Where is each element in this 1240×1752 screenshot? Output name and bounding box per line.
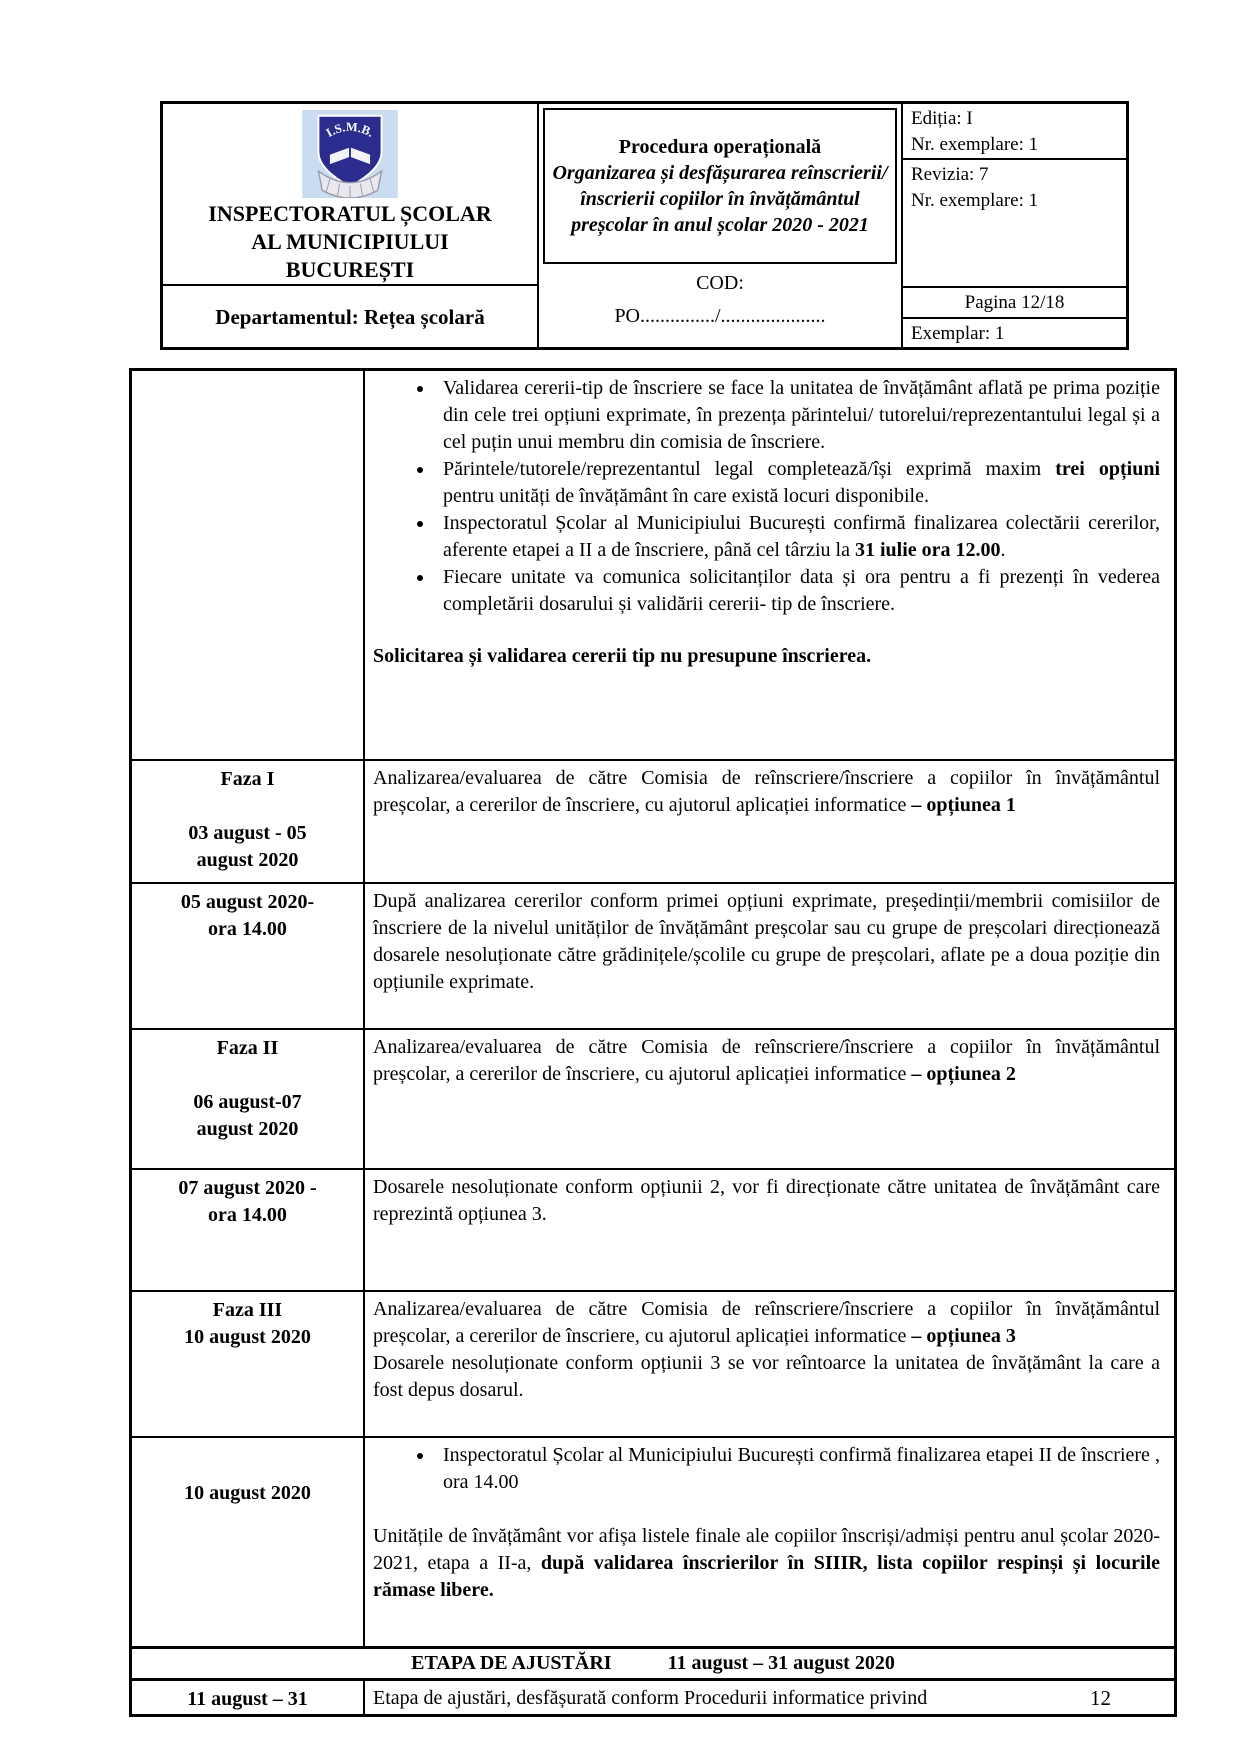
- cod-value: PO.............../.....................: [614, 305, 826, 327]
- row-date-cell: [132, 1170, 365, 1290]
- row-date-cell: [132, 1292, 365, 1436]
- procedure-title-box: [543, 108, 897, 264]
- meta-pagina-cell: Pagina 12/18: [903, 288, 1126, 319]
- bullet-item: • Fiecare unitate va comunica solicitanților data și ora pentru a fi prezenți în vederea completării dosarului și validării cererii- tip de înscriere.: [435, 564, 1160, 618]
- revizia: Revizia: 7: [911, 164, 989, 185]
- phase-label: Faza II: [216, 1037, 279, 1059]
- org-name-line: AL MUNICIPIULUI: [251, 229, 449, 254]
- phase-date: 10 august 2020: [184, 1482, 311, 1504]
- phase-label: Faza III: [212, 1299, 283, 1321]
- etapa-dates: 11 august – 31 august 2020: [667, 1652, 895, 1674]
- phase-date: 06 august-07: [193, 1091, 302, 1113]
- row-content-cell: Analizarea/evaluarea de către Comisia de reînscriere/înscriere a copiilor în învățământul preșcolar, a cererilor de înscriere, cu ajutorul aplicației informatice – opțiunea 2: [373, 1036, 1160, 1085]
- meta-revizia-cell: [903, 160, 1126, 288]
- table-row-10-august: [132, 1436, 1174, 1646]
- row-content-cell: Analizarea/evaluarea de către Comisia de reînscriere/înscriere a copiilor în învățământul preșcolar, a cererilor de înscriere, cu ajutorul aplicației informatice – opțiunea 1: [373, 767, 1160, 816]
- row-content-cell: Dosarele nesoluționate conform opțiunii 2, vor fi direcționate către unitatea de învățământ care reprezintă opțiunea 3.: [373, 1176, 1160, 1225]
- row-paragraph: Dosarele nesoluționate conform opțiunii 3 se vor reîntoarce la unitatea de învățământ la care a fost depus dosarul.: [373, 1352, 1160, 1401]
- row-date-cell: [132, 1438, 365, 1646]
- phase-date: august 2020: [196, 849, 299, 871]
- ismb-logo-icon: [297, 110, 403, 198]
- row-footer-note: Solicitarea și validarea cererii tip nu presupune înscrierea.: [373, 645, 872, 667]
- procedure-code-area: [539, 264, 901, 349]
- table-row-07-august: [132, 1168, 1174, 1290]
- table-row-faza-3: [132, 1290, 1174, 1436]
- meta-editie-cell: [903, 104, 1126, 160]
- table-row-faza-1: [132, 759, 1174, 882]
- row-paragraph: Analizarea/evaluarea de către Comisia de reînscriere/înscriere a copiilor în învățământul preșcolar, a cererilor de înscriere, cu ajutorul aplicației informatice – opțiunea 3: [373, 1298, 1160, 1347]
- bullet-item: • Inspectoratul Școlar al Municipiului București confirmă finalizarea colectării cererilor, aferente etapei a II a de înscriere, până cel târziu la 31 iulie ora 12.00.: [435, 510, 1160, 564]
- row-paragraph: Unitățile de învățământ vor afișa listele finale ale copiilor înscriși/admiși pentru anul școlar 2020-2021, etapa a II-a, după validarea înscrierilor în SIIIR, lista copiilor respinși și locurile rămase libere.: [373, 1525, 1160, 1601]
- row-content-cell: [365, 371, 1174, 759]
- row-content-cell: [365, 1438, 1174, 1646]
- org-cell: [163, 104, 537, 284]
- page-number: 12: [1090, 1686, 1111, 1710]
- table-row-11-august: [132, 1678, 1174, 1714]
- phase-date: 03 august - 05: [188, 822, 307, 844]
- table-row-faza-2: [132, 1028, 1174, 1168]
- header-table: [160, 101, 1129, 350]
- cod-label: COD:: [696, 272, 744, 294]
- phase-date: august 2020: [196, 1118, 299, 1140]
- phase-label: [132, 793, 363, 820]
- meta-exemplar-cell: Exemplar: 1: [911, 323, 1005, 344]
- spacer: [373, 1496, 1160, 1523]
- bullet-item: • Părintele/tutorele/reprezentantul legal completează/își exprimă maxim trei opțiuni pentru unități de învățământ în care există locuri disponibile.: [435, 456, 1160, 510]
- row-date-cell: [132, 371, 365, 759]
- phase-label: Faza I: [220, 768, 275, 790]
- editie-exemplare: Nr. exemplare: 1: [911, 134, 1039, 155]
- header-org-column: [163, 104, 539, 349]
- bullet-list: [373, 1442, 1160, 1496]
- table-row-etapa-ajustari-header: [132, 1646, 1174, 1678]
- row-date-cell: [132, 884, 365, 1028]
- table-row-etapa2-info: [132, 371, 1174, 759]
- row-content-cell: După analizarea cererilor conform primei opțiuni exprimate, președinții/membrii comisiilor de înscriere de la nivelul unităților de învățământ preșcolar sau cu grupe de preșcolari direcționează dosarele nesoluționate către grădinițele/școlile cu grupe de preșcolari, aflate pe a doua poziție din opțiunile exprimate.: [373, 890, 1160, 993]
- department-cell: Departamentul: Rețea școlară: [163, 284, 537, 349]
- schedule-table: [129, 368, 1177, 1717]
- phase-date: 07 august 2020 -: [178, 1177, 317, 1199]
- bullet-item: • Inspectoratul Școlar al Municipiului București confirmă finalizarea etapei II de înscriere , ora 14.00: [435, 1442, 1160, 1496]
- org-name-line: INSPECTORATUL ȘCOLAR: [208, 201, 492, 226]
- revizia-exemplare: Nr. exemplare: 1: [911, 190, 1039, 211]
- row-date-cell: [132, 761, 365, 882]
- org-name: [208, 200, 491, 284]
- table-row-05-august: [132, 882, 1174, 1028]
- row-date-cell: [132, 1030, 365, 1168]
- etapa-label: ETAPA DE AJUSTĂRI: [411, 1652, 612, 1674]
- bullet-list: [373, 375, 1160, 618]
- phase-date: 11 august – 31: [187, 1688, 308, 1710]
- phase-label: [132, 1062, 363, 1089]
- editie: Ediția: I: [911, 108, 973, 129]
- phase-date: ora 14.00: [208, 1204, 287, 1226]
- phase-date: 10 august 2020: [184, 1326, 311, 1348]
- procedure-title: Procedura operațională: [618, 136, 822, 158]
- org-name-line: BUCUREȘTI: [285, 257, 415, 282]
- bullet-item: • Validarea cererii-tip de înscriere se face la unitatea de învățământ aflată pe prima poziție din cele trei opțiuni exprimate, în prezența părintelui/ tutorelui/reprezentantului legal și a cel puțin unui membru din comisia de înscriere.: [435, 375, 1160, 456]
- phase-date: ora 14.00: [208, 918, 287, 940]
- row-content-cell: [365, 1292, 1174, 1436]
- svg-text:I.S.M.B.: I.S.M.B.: [323, 119, 377, 140]
- header-procedure-column: [539, 104, 901, 349]
- row-date-cell: [132, 1681, 365, 1714]
- phase-date: 05 august 2020-: [180, 891, 315, 913]
- header-meta-column: [901, 104, 1126, 349]
- row-content-cell: Etapa de ajustări, desfășurată conform Procedurii informatice privind: [373, 1687, 928, 1709]
- procedure-subtitle: Organizarea și desfășurarea reînscrierii/înscrierii copiilor în învățământul preșcolar în anul școlar 2020 - 2021: [552, 162, 888, 236]
